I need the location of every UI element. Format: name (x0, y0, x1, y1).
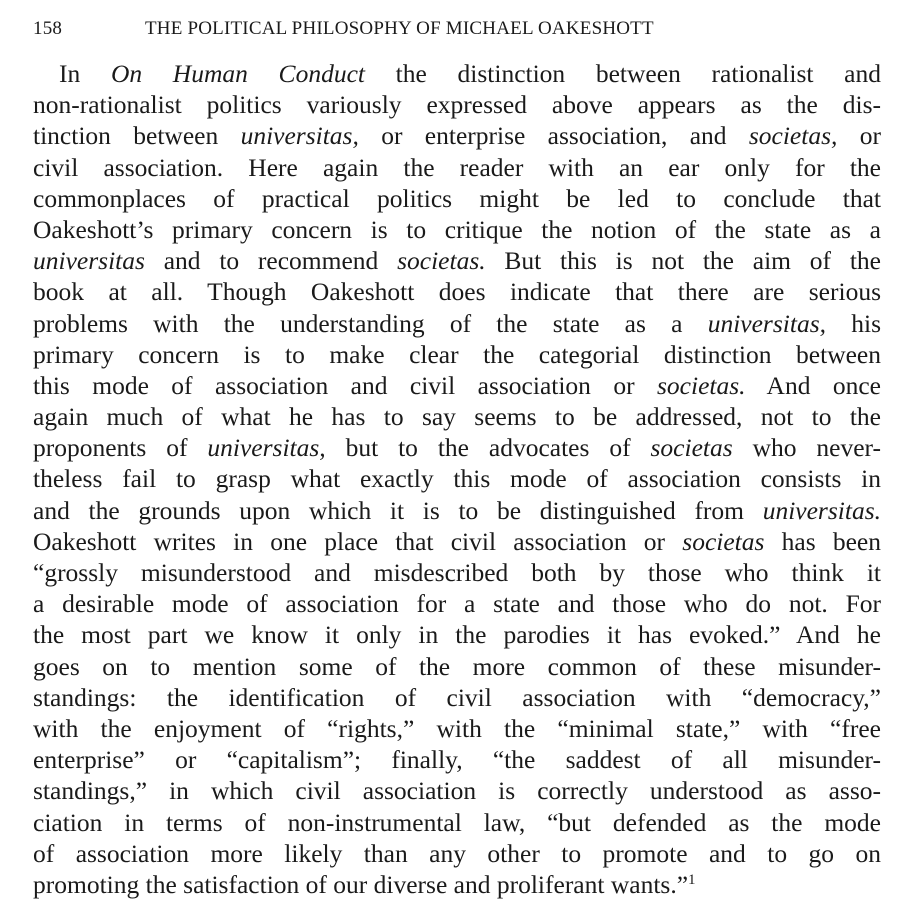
text-run: with the enjoyment of “rights,” with the “minimal state,” with “free (33, 713, 881, 743)
text-run: has been (764, 526, 881, 556)
text-run: who never- (732, 433, 881, 463)
text-line (33, 557, 881, 588)
text-line (33, 152, 881, 183)
text-run: promoting the satisfaction of our diverse and proliferant wants.” (33, 869, 689, 899)
text-run: but to the advocates of (325, 433, 651, 463)
text-line (33, 89, 881, 120)
text-run: commonplaces of practical politics might be led to conclude that (33, 183, 881, 213)
italic-text: societas (650, 433, 733, 463)
italic-text: societas (682, 526, 765, 556)
text-line (33, 370, 881, 401)
text-run: theless fail to grasp what exactly this mode of association consists in (33, 464, 881, 494)
text-run: ciation in terms of non-instrumental law, “but defended as the mode (33, 807, 881, 837)
text-run: non-rationalist politics variously expressed above appears as the dis- (33, 90, 881, 120)
text-run: book at all. Though Oakeshott does indicate that there are serious (33, 277, 881, 307)
text-run: enterprise” or “capitalism”; finally, “the saddest of all misunder- (33, 745, 881, 775)
italic-text: societas, (748, 121, 838, 151)
italic-text: universitas, (707, 308, 826, 338)
text-line (33, 651, 881, 682)
text-run: standings: the identification of civil association with “democracy,” (33, 682, 881, 712)
italic-text: On Human Conduct (110, 59, 365, 88)
text-line (33, 713, 881, 744)
italic-text: societas. (397, 246, 486, 276)
text-run: or enterprise association, and (358, 121, 749, 151)
text-line (33, 744, 881, 775)
text-line (33, 308, 881, 339)
text-run: civil association. Here again the reader with an ear only for the (33, 152, 881, 182)
text-run: primary concern is to make clear the categorial distinction between (33, 339, 881, 369)
text-run: problems with the understanding of the state as a (33, 308, 708, 338)
text-line (33, 869, 881, 900)
text-line (33, 495, 881, 526)
text-line (33, 214, 881, 245)
italic-text: universitas. (762, 495, 881, 525)
text-run: again much of what he has to say seems to be addressed, not to the (33, 402, 881, 432)
text-run: and to recommend (144, 246, 398, 276)
text-run: And once (745, 370, 881, 400)
text-run: tinction between (33, 121, 241, 151)
text-line (33, 432, 881, 463)
text-line (33, 682, 881, 713)
text-line (33, 120, 881, 151)
text-run: or (837, 121, 881, 151)
text-run: his (826, 308, 881, 338)
text-run: proponents of (33, 433, 208, 463)
text-run: But this is not the aim of the (485, 246, 881, 276)
text-run: goes on to mention some of the more common of these misunder- (33, 651, 881, 681)
text-run: the distinction between rationalist and (364, 59, 881, 88)
book-title: THE POLITICAL PHILOSOPHY OF MICHAEL OAKESHOTT (145, 18, 654, 39)
text-run: “grossly misunderstood and misdescribed both by those who think it (33, 558, 881, 587)
text-line (33, 775, 881, 806)
text-line (33, 183, 881, 214)
running-head (33, 16, 878, 42)
text-run: Oakeshott writes in one place that civil association or (33, 526, 683, 556)
text-run: In (59, 59, 111, 88)
page-number: 158 (33, 18, 63, 39)
italic-text: societas. (657, 370, 746, 400)
italic-text: universitas (33, 246, 145, 276)
text-line (33, 807, 881, 838)
text-run: a desirable mode of association for a state and those who do not. For (33, 589, 881, 619)
text-line (33, 463, 881, 494)
text-line (33, 588, 881, 619)
text-line (33, 276, 881, 307)
text-line (33, 526, 881, 557)
text-line (33, 401, 881, 432)
text-run: and the grounds upon which it is to be distinguished from (33, 495, 763, 525)
text-line (33, 838, 881, 869)
text-line (33, 58, 881, 89)
italic-text: universitas, (240, 121, 359, 151)
italic-text: universitas, (207, 433, 326, 463)
text-run: this mode of association and civil association or (33, 370, 657, 400)
text-run: standings,” in which civil association is correctly understood as asso- (33, 776, 881, 806)
text-line (33, 245, 881, 276)
body-paragraph (33, 58, 881, 900)
text-line (33, 339, 881, 370)
text-run: the most part we know it only in the parodies it has evoked.” And he (33, 620, 881, 650)
text-run: Oakeshott’s primary concern is to critique the notion of the state as a (33, 214, 881, 244)
footnote-marker: 1 (688, 871, 696, 888)
text-line (33, 619, 881, 650)
text-run: of association more likely than any other to promote and to go on (33, 838, 881, 868)
